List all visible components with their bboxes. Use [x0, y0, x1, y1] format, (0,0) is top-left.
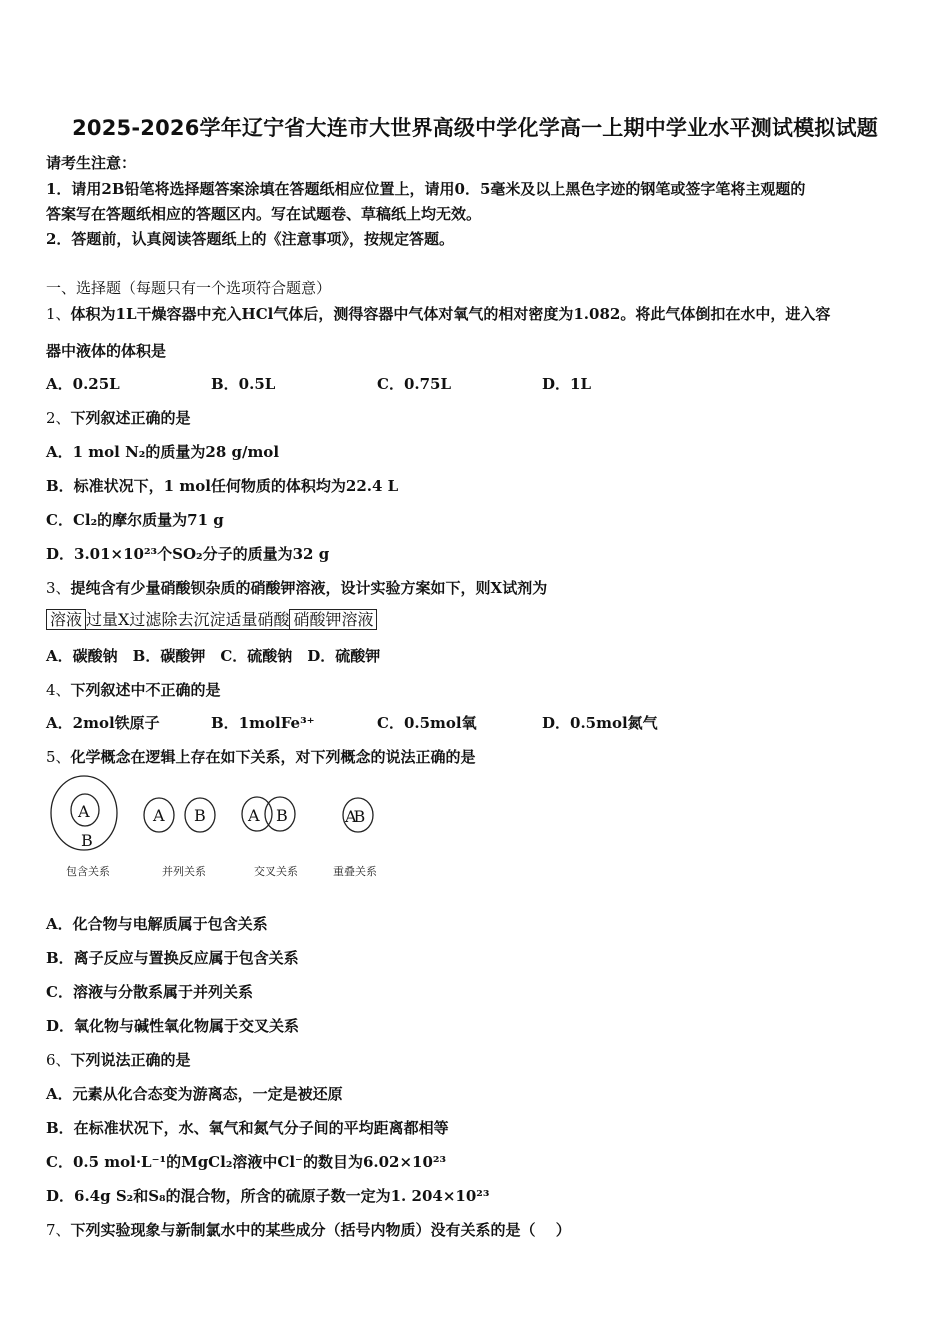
question-text: 体积为1L干燥容器中充入HCl气体后，测得容器中气体对氧气的相对密度为1.082。将此气体倒扣在水中，进入容	[70, 305, 831, 323]
q2-option-b: B．标准状况下，1 mol任何物质的体积均为22.4 L	[46, 477, 399, 495]
flow-step-4: 适量硝酸	[225, 610, 290, 629]
intersect-label-b: B	[276, 806, 288, 825]
q2-option-a: A．1 mol N₂的质量为28 g/mol	[46, 443, 280, 461]
flow-step-1: 过量X	[86, 610, 130, 629]
flow-end-box: 硝酸钾溶液	[289, 609, 377, 630]
q4-option-c: C．0.5mol氧	[377, 714, 477, 732]
q3-options: A．碳酸钠 B．碳酸钾 C．硫酸钠 D．硫酸钾	[46, 647, 381, 665]
notice-line-1b: 答案写在答题纸相应的答题区内。写在试题卷、草稿纸上均无效。	[46, 205, 482, 223]
question-number: 3、	[46, 579, 71, 597]
page-title: 2025-2026学年辽宁省大连市大世界高级中学化学高一上期中学业水平测试模拟试题	[72, 116, 878, 140]
question-number: 6、	[46, 1051, 71, 1069]
q5-option-d: D．氧化物与碱性氧化物属于交叉关系	[46, 1017, 300, 1035]
q2-option-c: C．Cl₂的摩尔质量为71 g	[46, 511, 224, 529]
question-text: 提纯含有少量硝酸钡杂质的硝酸钾溶液，设计实验方案如下，则X试剂为	[70, 579, 548, 597]
question-number: 1、	[46, 305, 71, 323]
question-5	[46, 746, 476, 767]
question-number: 4、	[46, 681, 71, 699]
question-number: 2、	[46, 409, 71, 427]
q1-option-b: B．0.5L	[211, 375, 276, 393]
question-text: 下列实验现象与新制氯水中的某些成分（括号内物质）没有关系的是（ ）	[70, 1221, 571, 1239]
q1-option-a: A．0.25L	[46, 375, 120, 393]
concept-relation-diagram	[40, 772, 400, 887]
caption-containment: 包含关系	[66, 865, 110, 878]
flow-step-3: 除去沉淀	[161, 610, 226, 629]
question-1	[46, 303, 830, 324]
question-2	[46, 407, 191, 428]
q6-option-d: D．6.4g S₂和S₈的混合物，所含的硫原子数一定为1. 204×10²³	[46, 1187, 490, 1205]
question-6	[46, 1049, 191, 1070]
question-7	[46, 1219, 571, 1240]
q5-option-a: A．化合物与电解质属于包含关系	[46, 915, 268, 933]
question-3	[46, 577, 547, 598]
q4-option-d: D．0.5mol氮气	[542, 714, 658, 732]
caption-intersection: 交叉关系	[254, 865, 298, 878]
parallel-label-a: A	[153, 806, 165, 825]
containment-label-a: A	[78, 802, 90, 821]
question-text: 下列叙述正确的是	[70, 409, 191, 427]
question-4	[46, 679, 221, 700]
question-text: 下列说法正确的是	[70, 1051, 191, 1069]
q6-option-c: C．0.5 mol·L⁻¹的MgCl₂溶液中Cl⁻的数目为6.02×10²³	[46, 1153, 447, 1171]
q5-option-b: B．离子反应与置换反应属于包含关系	[46, 949, 299, 967]
question-number: 5、	[46, 748, 71, 766]
q1-option-c: C．0.75L	[377, 375, 452, 393]
question-number: 7、	[46, 1221, 71, 1239]
question-text: 下列叙述中不正确的是	[70, 681, 221, 699]
flow-start-box: 溶液	[46, 609, 86, 630]
parallel-label-b: B	[194, 806, 206, 825]
notice-line-2: 2．答题前，认真阅读答题纸上的《注意事项》，按规定答题。	[46, 230, 454, 248]
q6-option-a: A．元素从化合态变为游离态，一定是被还原	[46, 1085, 343, 1103]
containment-label-b: B	[81, 831, 93, 850]
notice-heading: 请考生注意：	[46, 154, 137, 172]
caption-parallel: 并列关系	[162, 865, 206, 878]
question-1-cont: 器中液体的体积是	[46, 342, 167, 360]
q4-option-a: A．2mol铁原子	[46, 714, 160, 732]
question-text: 化学概念在逻辑上存在如下关系，对下列概念的说法正确的是	[70, 748, 476, 766]
purification-flowchart	[46, 607, 377, 630]
q4-option-b: B．1molFe³⁺	[211, 714, 315, 732]
q1-option-d: D．1L	[542, 375, 591, 393]
overlap-label: AB	[345, 807, 363, 826]
flow-step-2: 过滤	[129, 610, 162, 629]
q2-option-d: D．3.01×10²³个SO₂分子的质量为32 g	[46, 545, 330, 563]
intersect-label-a: A	[248, 806, 260, 825]
notice-line-1a: 1．请用2B铅笔将选择题答案涂填在答题纸相应位置上，请用0．5毫米及以上黑色字迹的钢笔或签字笔将主观题的	[46, 180, 806, 198]
caption-overlap: 重叠关系	[333, 865, 377, 878]
section-heading: 一、选择题（每题只有一个选项符合题意）	[46, 279, 332, 297]
q6-option-b: B．在标准状况下，水、氧气和氮气分子间的平均距离都相等	[46, 1119, 449, 1137]
q5-option-c: C．溶液与分散系属于并列关系	[46, 983, 253, 1001]
